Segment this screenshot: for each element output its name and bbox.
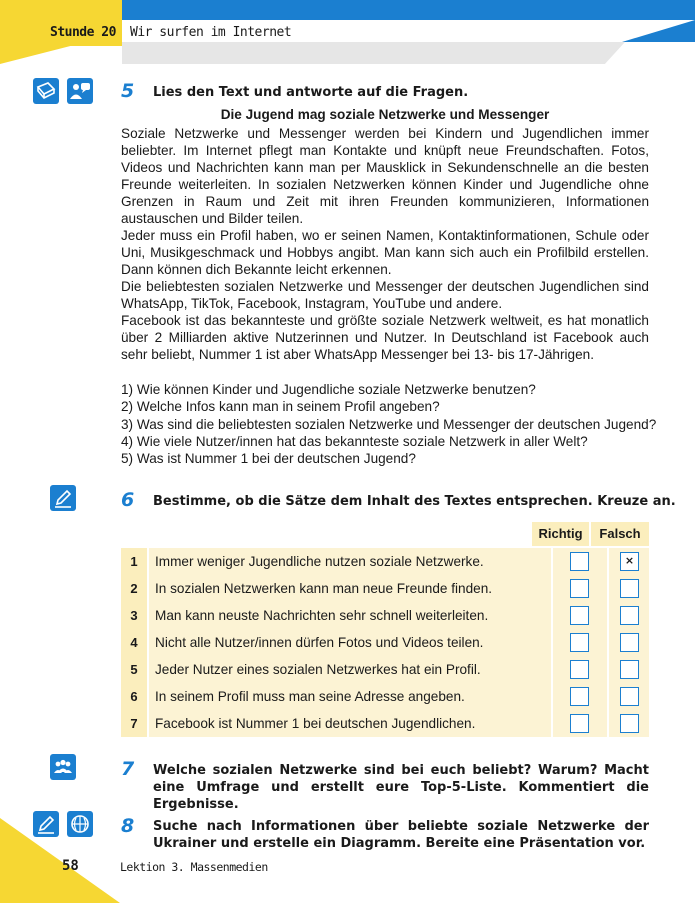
- richtig-checkbox[interactable]: [570, 687, 589, 706]
- falsch-cell: [609, 683, 649, 710]
- falsch-checkbox[interactable]: [620, 660, 639, 679]
- richtig-checkbox[interactable]: [570, 633, 589, 652]
- pencil-icon: [50, 485, 76, 511]
- question-item: 3) Was sind die beliebtesten sozialen Netzwerke und Messenger der deutschen Jugend?: [121, 416, 657, 432]
- article-paragraph: Facebook ist das bekannteste und größte soziale Netzwerk weltweit, es hat monatlich über 2 Milliarden aktive Nutzerinnen und Nutzer. In Deutschland ist Facebook auch sehr beliebt, Nummer 1 ist aber WhatsApp Messenger bei 13- bis 17-Jährigen.: [121, 313, 649, 362]
- falsch-cell: [609, 710, 649, 737]
- article-text: [121, 125, 649, 363]
- richtig-checkbox[interactable]: [570, 552, 589, 571]
- header-grey-strip: [122, 42, 625, 64]
- richtig-cell: [553, 629, 607, 656]
- article-paragraph: Soziale Netzwerke und Messenger werden bei Kindern und Jugendlichen immer beliebter. Im Internet pflegt man Kontakte und knüpft neue Freundschaften. Fotos, Videos und Nachrichten kann man per Mausklick in Sekundenschnelle an die besten Freunde weiterleiten. In sozialen Netzwerken können Kinder und Jugendliche ohne Grenzen in Raum und Zeit mit ihren Freunden kommunizieren, Informationen austauschen und Bilder teilen.: [121, 126, 649, 226]
- richtig-cell: [553, 656, 607, 683]
- task-5-number: 5: [121, 80, 135, 102]
- richtig-cell: [553, 575, 607, 602]
- row-number: 1: [121, 548, 147, 575]
- table-row: [121, 629, 649, 656]
- lesson-label: Stunde 20: [50, 25, 116, 40]
- richtig-checkbox[interactable]: [570, 714, 589, 733]
- falsch-cell: [609, 602, 649, 629]
- richtig-cell: [553, 548, 607, 575]
- group-icon: [50, 754, 76, 780]
- row-statement: Jeder Nutzer eines sozialen Netzwerkes hat ein Profil.: [149, 656, 551, 683]
- falsch-checkbox[interactable]: [620, 714, 639, 733]
- footer-yellow-corner: [0, 818, 120, 903]
- richtig-cell: [553, 602, 607, 629]
- question-item: 2) Welche Infos kann man in seinem Profil angeben?: [121, 399, 440, 415]
- question-item: 1) Wie können Kinder und Jugendliche soziale Netzwerke benutzen?: [121, 382, 536, 397]
- table-row: [121, 710, 649, 737]
- question-item: 4) Wie viele Nutzer/innen hat das bekannteste soziale Netzwerk in aller Welt?: [121, 433, 588, 449]
- footer-lesson: Lektion 3. Massenmedien: [120, 860, 268, 874]
- task-8-number: 8: [121, 815, 135, 837]
- falsch-cell: [609, 629, 649, 656]
- row-statement: Facebook ist Nummer 1 bei deutschen Jugendlichen.: [149, 710, 551, 737]
- row-number: 2: [121, 575, 147, 602]
- falsch-checkbox[interactable]: [620, 633, 639, 652]
- table-row: [121, 656, 649, 683]
- task-7-number: 7: [121, 758, 135, 780]
- row-number: 7: [121, 710, 147, 737]
- falsch-cell: [609, 656, 649, 683]
- table-row: [121, 602, 649, 629]
- book-icon: [33, 78, 59, 104]
- richtig-cell: [553, 710, 607, 737]
- article-title: Die Jugend mag soziale Netzwerke und Messenger: [220, 107, 550, 122]
- table-row: [121, 548, 649, 575]
- richtig-checkbox[interactable]: [570, 660, 589, 679]
- article-paragraph: Die beliebtesten sozialen Netzwerke und Messenger der deutschen Jugendlichen sind WhatsApp, TikTok, Facebook, Instagram, YouTube und andere.: [121, 279, 649, 311]
- row-statement: Man kann neuste Nachrichten sehr schnell weiterleiten.: [149, 602, 551, 629]
- falsch-checkbox[interactable]: [620, 606, 639, 625]
- richtig-checkbox[interactable]: [570, 606, 589, 625]
- question-list: [121, 381, 661, 467]
- task-5-instruction: Lies den Text und antworte auf die Fragen.: [153, 85, 469, 100]
- column-header-falsch: Falsch: [591, 522, 649, 546]
- falsch-checkbox[interactable]: [620, 579, 639, 598]
- richtig-cell: [553, 683, 607, 710]
- page-title: Wir surfen im Internet: [130, 25, 292, 40]
- page-number: 58: [62, 858, 79, 874]
- task-7-instruction: Welche sozialen Netzwerke sind bei euch beliebt? Warum? Macht eine Umfrage und erstellt eure Top-5-Liste. Kommentiert die Ergebnisse.: [153, 763, 649, 812]
- row-number: 6: [121, 683, 147, 710]
- row-statement: In seinem Profil muss man seine Adresse angeben.: [149, 683, 551, 710]
- falsch-cell: [609, 548, 649, 575]
- row-statement: In sozialen Netzwerken kann man neue Freunde finden.: [149, 575, 551, 602]
- table-row: [121, 683, 649, 710]
- pencil-icon: [33, 811, 59, 837]
- task-8-instruction: Suche nach Informationen über beliebte soziale Netzwerke der Ukrainer und erstelle ein Diagramm. Bereite eine Präsentation vor.: [153, 819, 649, 851]
- discussion-icon: [67, 78, 93, 104]
- task-6-number: 6: [121, 489, 135, 511]
- lesson-tab: [38, 20, 122, 46]
- row-number: 3: [121, 602, 147, 629]
- falsch-checkbox[interactable]: ×: [620, 552, 639, 571]
- table-row: [121, 575, 649, 602]
- task-6-instruction: Bestimme, ob die Sätze dem Inhalt des Textes entsprechen. Kreuze an.: [153, 494, 676, 509]
- row-number: 4: [121, 629, 147, 656]
- column-header-richtig: Richtig: [532, 522, 589, 546]
- question-item: 5) Was ist Nummer 1 bei der deutschen Jugend?: [121, 451, 416, 467]
- row-number: 5: [121, 656, 147, 683]
- falsch-cell: [609, 575, 649, 602]
- globe-icon: [67, 811, 93, 837]
- row-statement: Immer weniger Jugendliche nutzen soziale Netzwerke.: [149, 548, 551, 575]
- richtig-checkbox[interactable]: [570, 579, 589, 598]
- row-statement: Nicht alle Nutzer/innen dürfen Fotos und Videos teilen.: [149, 629, 551, 656]
- article-paragraph: Jeder muss ein Profil haben, wo er seinen Namen, Kontaktinformationen, Schule oder Uni, Musikgeschmack und Hobbys angibt. Man kann sich auch ein Profilbild erstellen. Dann können dich Bekannte leicht erkennen.: [121, 228, 649, 277]
- falsch-checkbox[interactable]: [620, 687, 639, 706]
